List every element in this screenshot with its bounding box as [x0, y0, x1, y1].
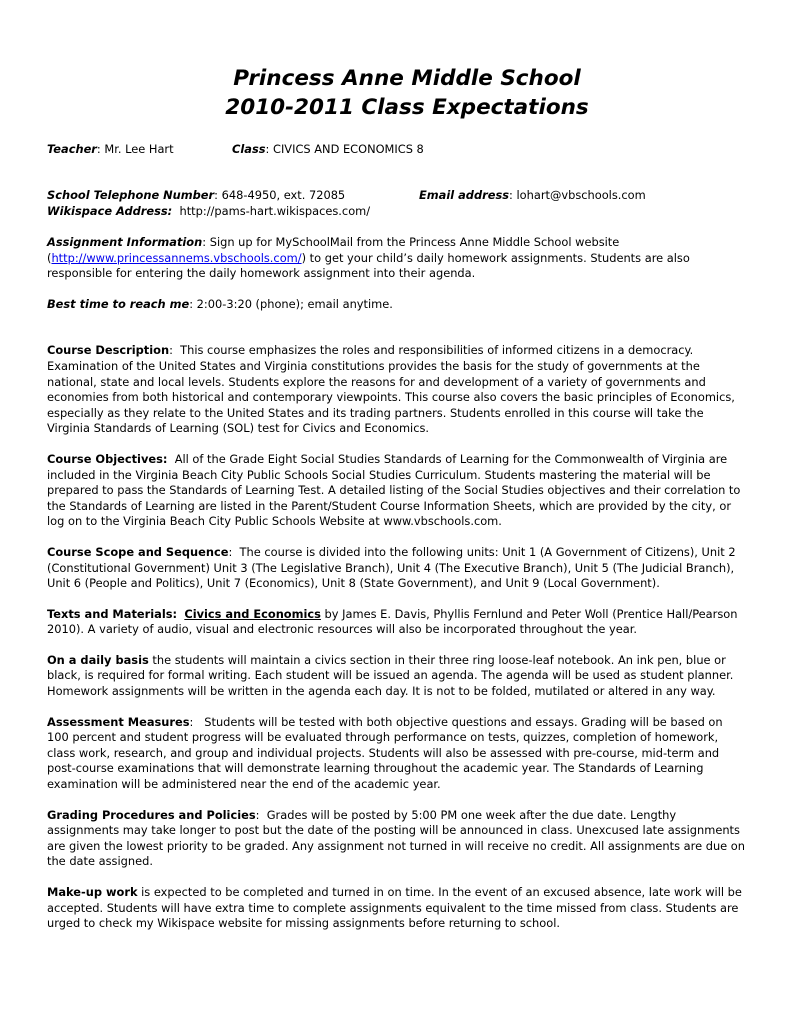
section-text: This course emphasizes the roles and responsibilities of informed citizens in a democracy. Examination of the United States and Virginia constitutions provides the basis for the study of governments at the national, state and local levels. Students explore the reasons for and development of a variety of governments and economies from both historical and contemporary viewpoints. This course also covers the basic principles of Economics, especially as they relate to the United States and its trading partners. Students enrolled in this course will take the Virginia Standards of Learning (SOL) test for Civics and Economics. — [47, 343, 735, 436]
section-label: Course Objectives: — [47, 451, 168, 466]
grading-procedures — [47, 808, 747, 870]
wiki-label: Wikispace Address: — [47, 204, 173, 218]
class-value: CIVICS AND ECONOMICS 8 — [272, 142, 424, 156]
section-sep: : — [255, 807, 267, 822]
section-label: On a daily basis — [47, 652, 149, 667]
assignment-label: Assignment Information — [47, 235, 203, 249]
assignment-link-open: ( — [47, 250, 52, 265]
assessment-measures — [47, 715, 747, 793]
course-scope — [47, 545, 747, 592]
section-sep: : — [189, 714, 205, 729]
make-up-work — [47, 885, 747, 932]
assignment-text-before: Sign up for MySchoolMail from the Princess Anne Middle School website — [209, 235, 620, 249]
section-sep: : — [169, 343, 181, 358]
daily-basis — [47, 653, 747, 700]
assignment-text-after: ) to get your child’s daily homework assignments. Students are also responsible for entering the daily homework assignment into their agenda. — [47, 250, 690, 281]
teacher-class-row: Teacher: Mr. Lee Hart Class: CIVICS AND ECONOMICS 8 — [47, 142, 424, 156]
section-label: Course Scope and Sequence — [47, 544, 229, 559]
phone-label: School Telephone Number — [47, 188, 215, 202]
title-line-1: Princess Anne Middle School — [233, 66, 581, 91]
school-website-link[interactable]: http://www.princessannems.vbschools.com/ — [51, 250, 302, 265]
phone-value: 648-4950, ext. 72085 — [221, 188, 346, 202]
section-label: Course Description — [47, 343, 170, 358]
class-label: Class — [232, 142, 266, 156]
teacher-label: Teacher — [47, 142, 97, 156]
texts-materials — [47, 607, 747, 638]
section-label: Make-up work — [47, 885, 138, 899]
section-text: is expected to be completed and turned in on time. In the event of an excused absence, late work will be accepted. Students will have extra time to complete assignments equivalent to the time missed from class. Students are urged to check my Wikispace website for missing assignments before returning to school. — [47, 885, 742, 931]
best-time: Best time to reach me: 2:00-3:20 (phone); email anytime. — [47, 296, 393, 311]
phone-email-row: School Telephone Number: 648-4950, ext. 72085 Email address: lohart@vbschools.com — [47, 188, 646, 202]
texts-label: Texts and Materials: — [47, 606, 178, 621]
section-label: Assessment Measures — [47, 714, 190, 729]
section-text: Grades will be posted by 5:00 PM one week after the due date. Lengthy assignments may take longer to post but the date of the posting will be announced in class. Unexcused late assignments are given the lowest priority to be graded. Any assignment not turned in will receive no credit. All assignments are due on the date assigned. — [47, 807, 745, 869]
wiki-row — [47, 204, 747, 220]
section-text: the students will maintain a civics section in their three ring loose-leaf notebook. An ink pen, blue or black, is required for formal writing. Each student will be issued an agenda. The agenda will be used as student planner. Homework assignments will be written in the agenda each day. It is not to be folded, mutilated or altered in any way. — [47, 652, 734, 699]
teacher-value: Mr. Lee Hart — [104, 142, 174, 156]
assignment-info: Assignment Information: Sign up for MySchoolMail from the Princess Anne Middle School website (http://www.princessannems.vbschools.com/) to get your child’s daily homework assignments. Students are also responsible for entering the daily homework assignment into their agenda. — [47, 235, 690, 281]
texts-text: by James E. Davis, Phyllis Fernlund and Peter Woll (Prentice Hall/Pearson 2010). A variety of audio, visual and electronic resources will also be incorporated throughout the year. — [47, 606, 738, 637]
best-time-value: 2:00-3:20 (phone); email anytime. — [196, 296, 393, 311]
title-line-2: 2010-2011 Class Expectations — [225, 95, 589, 120]
section-label: Grading Procedures and Policies — [47, 807, 256, 822]
course-description — [47, 343, 747, 437]
email-label: Email address — [419, 188, 510, 202]
email-value[interactable]: lohart@vbschools.com — [516, 188, 646, 202]
course-objectives — [47, 452, 747, 530]
section-sep: : — [228, 544, 240, 559]
textbook-title: Civics and Economics — [184, 606, 321, 621]
section-text: The course is divided into the following units: Unit 1 (A Government of Citizens), Unit 2 (Constitutional Government) Unit 3 (The Legislative Branch), Unit 4 (The Executive Branch), Unit 5 (The Judicial Branch), Unit 6 (People and Politics), Unit 7 (Economics), Unit 8 (State Government), and Unit 9 (Local Government). — [47, 544, 736, 591]
section-text: All of the Grade Eight Social Studies Standards of Learning for the Commonwealth of Virginia are included in the Virginia Beach City Public Schools Social Studies Curriculum. Students mastering the material will be prepared to pass the Standards of Learning Test. A detailed listing of the Social Studies objectives and their correlation to the Standards of Learning are listed in the Parent/Student Course Information Sheets, which are provided by the city, or log on to the Virginia Beach City Public Schools Website at www.vbschools.com. — [47, 451, 741, 529]
wiki-value[interactable]: http://pams-hart.wikispaces.com/ — [179, 204, 371, 218]
page-title — [47, 64, 747, 122]
section-text: Students will be tested with both objective questions and essays. Grading will be based on 100 percent and student progress will be evaluated through performance on tests, quizzes, completion of homework, class work, research, and group and individual projects. Students will also be assessed with pre-course, mid-term and post-course examinations that will demonstrate learning throughout the academic year. The Standards of Learning examination will be administered near the end of the academic year. — [47, 714, 723, 792]
section-sep — [167, 452, 174, 466]
best-time-label: Best time to reach me — [47, 296, 190, 311]
document-page — [47, 64, 747, 947]
